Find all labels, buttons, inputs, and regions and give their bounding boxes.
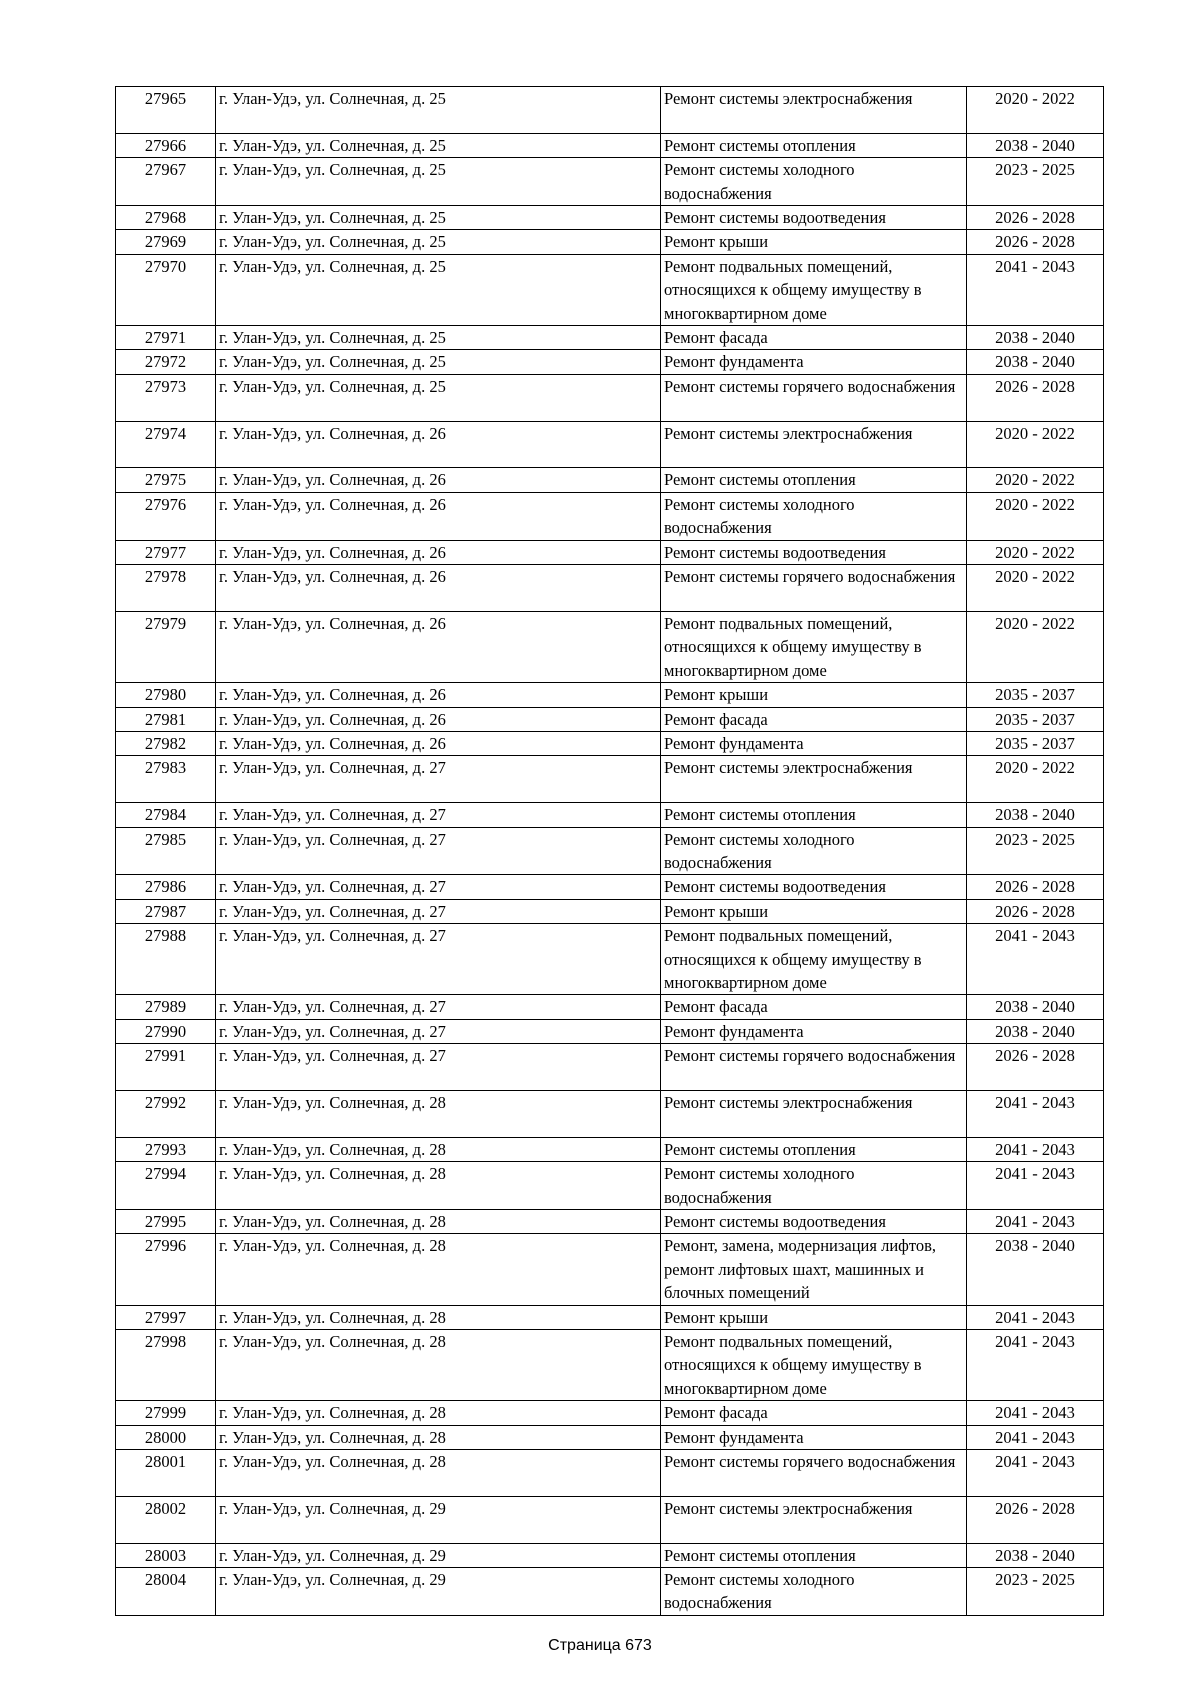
table-row [116,1496,1104,1543]
row-id-cell: 27985 [116,827,216,875]
table-row [116,803,1104,827]
work-type-cell: Ремонт системы отопления [661,1137,967,1161]
table-row [116,492,1104,540]
table-row [116,1234,1104,1305]
table-row [116,133,1104,157]
table-row [116,683,1104,707]
period-cell: 2038 - 2040 [967,133,1104,157]
work-type-cell: Ремонт системы отопления [661,468,967,492]
row-id-cell: 27986 [116,875,216,899]
row-id-cell: 27979 [116,611,216,682]
table-row [116,1450,1104,1497]
period-cell: 2026 - 2028 [967,899,1104,923]
work-type-cell: Ремонт подвальных помещений, относящихся к общему имуществу в многоквартирном доме [661,254,967,325]
period-cell: 2020 - 2022 [967,87,1104,134]
row-id-cell: 27988 [116,924,216,995]
row-id-cell: 27992 [116,1090,216,1137]
address-cell: г. Улан-Удэ, ул. Солнечная, д. 26 [216,468,661,492]
table-row [116,1401,1104,1425]
address-cell: г. Улан-Удэ, ул. Солнечная, д. 26 [216,731,661,755]
work-type-cell: Ремонт системы водоотведения [661,875,967,899]
work-type-cell: Ремонт системы холодного водоснабжения [661,827,967,875]
row-id-cell: 28000 [116,1425,216,1449]
table-row [116,1162,1104,1210]
table-row [116,1543,1104,1567]
work-type-cell: Ремонт подвальных помещений, относящихся к общему имуществу в многоквартирном доме [661,924,967,995]
work-type-cell: Ремонт фундамента [661,1425,967,1449]
table-row [116,707,1104,731]
address-cell: г. Улан-Удэ, ул. Солнечная, д. 26 [216,492,661,540]
work-type-cell: Ремонт крыши [661,899,967,923]
row-id-cell: 27989 [116,995,216,1019]
address-cell: г. Улан-Удэ, ул. Солнечная, д. 28 [216,1209,661,1233]
period-cell: 2038 - 2040 [967,995,1104,1019]
work-type-cell: Ремонт подвальных помещений, относящихся к общему имуществу в многоквартирном доме [661,1330,967,1401]
period-cell: 2041 - 2043 [967,1162,1104,1210]
work-type-cell: Ремонт системы горячего водоснабжения [661,1450,967,1497]
work-type-cell: Ремонт фасада [661,995,967,1019]
period-cell: 2038 - 2040 [967,1543,1104,1567]
row-id-cell: 27991 [116,1044,216,1091]
work-type-cell: Ремонт фасада [661,707,967,731]
address-cell: г. Улан-Удэ, ул. Солнечная, д. 28 [216,1137,661,1161]
address-cell: г. Улан-Удэ, ул. Солнечная, д. 28 [216,1401,661,1425]
period-cell: 2020 - 2022 [967,421,1104,468]
address-cell: г. Улан-Удэ, ул. Солнечная, д. 25 [216,133,661,157]
work-type-cell: Ремонт фасада [661,326,967,350]
address-cell: г. Улан-Удэ, ул. Солнечная, д. 25 [216,87,661,134]
row-id-cell: 27971 [116,326,216,350]
table-row [116,899,1104,923]
row-id-cell: 28002 [116,1496,216,1543]
table-row [116,326,1104,350]
period-cell: 2041 - 2043 [967,1425,1104,1449]
period-cell: 2026 - 2028 [967,206,1104,230]
address-cell: г. Улан-Удэ, ул. Солнечная, д. 27 [216,803,661,827]
period-cell: 2035 - 2037 [967,731,1104,755]
table-row [116,1137,1104,1161]
period-cell: 2020 - 2022 [967,468,1104,492]
work-type-cell: Ремонт системы холодного водоснабжения [661,492,967,540]
row-id-cell: 27990 [116,1019,216,1043]
table-row [116,756,1104,803]
address-cell: г. Улан-Удэ, ул. Солнечная, д. 28 [216,1305,661,1329]
row-id-cell: 27984 [116,803,216,827]
address-cell: г. Улан-Удэ, ул. Солнечная, д. 27 [216,827,661,875]
address-cell: г. Улан-Удэ, ул. Солнечная, д. 26 [216,421,661,468]
work-type-cell: Ремонт системы горячего водоснабжения [661,1044,967,1091]
table-row [116,1305,1104,1329]
table-row [116,1044,1104,1091]
row-id-cell: 27970 [116,254,216,325]
period-cell: 2035 - 2037 [967,683,1104,707]
address-cell: г. Улан-Удэ, ул. Солнечная, д. 29 [216,1543,661,1567]
address-cell: г. Улан-Удэ, ул. Солнечная, д. 27 [216,899,661,923]
address-cell: г. Улан-Удэ, ул. Солнечная, д. 26 [216,707,661,731]
table-row [116,230,1104,254]
address-cell: г. Улан-Удэ, ул. Солнечная, д. 26 [216,611,661,682]
period-cell: 2041 - 2043 [967,254,1104,325]
row-id-cell: 27967 [116,158,216,206]
row-id-cell: 28003 [116,1543,216,1567]
work-type-cell: Ремонт крыши [661,1305,967,1329]
address-cell: г. Улан-Удэ, ул. Солнечная, д. 28 [216,1090,661,1137]
work-type-cell: Ремонт фундамента [661,731,967,755]
address-cell: г. Улан-Удэ, ул. Солнечная, д. 25 [216,374,661,421]
address-cell: г. Улан-Удэ, ул. Солнечная, д. 27 [216,1019,661,1043]
address-cell: г. Улан-Удэ, ул. Солнечная, д. 28 [216,1234,661,1305]
page-number: Страница 673 [548,1637,652,1654]
address-cell: г. Улан-Удэ, ул. Солнечная, д. 25 [216,326,661,350]
work-type-cell: Ремонт системы отопления [661,1543,967,1567]
row-id-cell: 27998 [116,1330,216,1401]
address-cell: г. Улан-Удэ, ул. Солнечная, д. 25 [216,206,661,230]
row-id-cell: 27965 [116,87,216,134]
work-type-cell: Ремонт фасада [661,1401,967,1425]
address-cell: г. Улан-Удэ, ул. Солнечная, д. 28 [216,1450,661,1497]
table-row [116,1425,1104,1449]
table-row [116,206,1104,230]
period-cell: 2038 - 2040 [967,326,1104,350]
row-id-cell: 27987 [116,899,216,923]
period-cell: 2020 - 2022 [967,611,1104,682]
work-type-cell: Ремонт системы электроснабжения [661,1090,967,1137]
period-cell: 2026 - 2028 [967,230,1104,254]
address-cell: г. Улан-Удэ, ул. Солнечная, д. 25 [216,350,661,374]
period-cell: 2038 - 2040 [967,1234,1104,1305]
address-cell: г. Улан-Удэ, ул. Солнечная, д. 26 [216,683,661,707]
table-row [116,87,1104,134]
work-type-cell: Ремонт системы электроснабжения [661,1496,967,1543]
address-cell: г. Улан-Удэ, ул. Солнечная, д. 27 [216,1044,661,1091]
row-id-cell: 27976 [116,492,216,540]
row-id-cell: 27977 [116,540,216,564]
table-row [116,540,1104,564]
period-cell: 2038 - 2040 [967,1019,1104,1043]
table-row [116,254,1104,325]
work-type-cell: Ремонт системы холодного водоснабжения [661,158,967,206]
table-row [116,1330,1104,1401]
period-cell: 2041 - 2043 [967,1450,1104,1497]
address-cell: г. Улан-Удэ, ул. Солнечная, д. 25 [216,254,661,325]
period-cell: 2038 - 2040 [967,803,1104,827]
work-type-cell: Ремонт системы горячего водоснабжения [661,374,967,421]
table-row [116,374,1104,421]
work-type-cell: Ремонт системы горячего водоснабжения [661,565,967,612]
work-type-cell: Ремонт фундамента [661,1019,967,1043]
work-type-cell: Ремонт, замена, модернизация лифтов, ремонт лифтовых шахт, машинных и блочных помещений [661,1234,967,1305]
address-cell: г. Улан-Удэ, ул. Солнечная, д. 28 [216,1162,661,1210]
table-row [116,611,1104,682]
period-cell: 2026 - 2028 [967,1496,1104,1543]
work-type-cell: Ремонт системы водоотведения [661,206,967,230]
table-row [116,1090,1104,1137]
table-row [116,827,1104,875]
work-type-cell: Ремонт системы электроснабжения [661,421,967,468]
table-row [116,1019,1104,1043]
row-id-cell: 27999 [116,1401,216,1425]
period-cell: 2041 - 2043 [967,1305,1104,1329]
row-id-cell: 27980 [116,683,216,707]
table-row [116,468,1104,492]
work-type-cell: Ремонт системы электроснабжения [661,756,967,803]
work-type-cell: Ремонт системы водоотведения [661,540,967,564]
period-cell: 2041 - 2043 [967,1090,1104,1137]
address-cell: г. Улан-Удэ, ул. Солнечная, д. 25 [216,230,661,254]
works-table [115,86,1104,1616]
table-row [116,1209,1104,1233]
work-type-cell: Ремонт крыши [661,683,967,707]
row-id-cell: 27972 [116,350,216,374]
period-cell: 2041 - 2043 [967,1330,1104,1401]
work-type-cell: Ремонт подвальных помещений, относящихся к общему имуществу в многоквартирном доме [661,611,967,682]
work-type-cell: Ремонт системы водоотведения [661,1209,967,1233]
table-row [116,995,1104,1019]
row-id-cell: 27969 [116,230,216,254]
address-cell: г. Улан-Удэ, ул. Солнечная, д. 26 [216,565,661,612]
address-cell: г. Улан-Удэ, ул. Солнечная, д. 27 [216,756,661,803]
address-cell: г. Улан-Удэ, ул. Солнечная, д. 29 [216,1568,661,1616]
table-row [116,731,1104,755]
row-id-cell: 27994 [116,1162,216,1210]
period-cell: 2020 - 2022 [967,492,1104,540]
address-cell: г. Улан-Удэ, ул. Солнечная, д. 26 [216,540,661,564]
period-cell: 2020 - 2022 [967,565,1104,612]
row-id-cell: 27968 [116,206,216,230]
period-cell: 2026 - 2028 [967,1044,1104,1091]
row-id-cell: 27974 [116,421,216,468]
work-type-cell: Ремонт фундамента [661,350,967,374]
work-type-cell: Ремонт системы электроснабжения [661,87,967,134]
work-type-cell: Ремонт системы отопления [661,803,967,827]
row-id-cell: 27966 [116,133,216,157]
row-id-cell: 27983 [116,756,216,803]
table-row [116,875,1104,899]
work-type-cell: Ремонт системы холодного водоснабжения [661,1162,967,1210]
table-row [116,421,1104,468]
period-cell: 2041 - 2043 [967,1401,1104,1425]
period-cell: 2023 - 2025 [967,1568,1104,1616]
works-table-body [116,87,1104,1616]
period-cell: 2026 - 2028 [967,374,1104,421]
address-cell: г. Улан-Удэ, ул. Солнечная, д. 27 [216,875,661,899]
row-id-cell: 28004 [116,1568,216,1616]
period-cell: 2020 - 2022 [967,540,1104,564]
work-type-cell: Ремонт крыши [661,230,967,254]
address-cell: г. Улан-Удэ, ул. Солнечная, д. 28 [216,1330,661,1401]
row-id-cell: 27973 [116,374,216,421]
row-id-cell: 27981 [116,707,216,731]
period-cell: 2038 - 2040 [967,350,1104,374]
work-type-cell: Ремонт системы отопления [661,133,967,157]
row-id-cell: 27993 [116,1137,216,1161]
row-id-cell: 27978 [116,565,216,612]
row-id-cell: 28001 [116,1450,216,1497]
row-id-cell: 27997 [116,1305,216,1329]
period-cell: 2023 - 2025 [967,827,1104,875]
address-cell: г. Улан-Удэ, ул. Солнечная, д. 29 [216,1496,661,1543]
period-cell: 2035 - 2037 [967,707,1104,731]
address-cell: г. Улан-Удэ, ул. Солнечная, д. 27 [216,995,661,1019]
row-id-cell: 27995 [116,1209,216,1233]
address-cell: г. Улан-Удэ, ул. Солнечная, д. 27 [216,924,661,995]
row-id-cell: 27982 [116,731,216,755]
table-row [116,924,1104,995]
work-type-cell: Ремонт системы холодного водоснабжения [661,1568,967,1616]
row-id-cell: 27975 [116,468,216,492]
table-row [116,350,1104,374]
period-cell: 2026 - 2028 [967,875,1104,899]
period-cell: 2041 - 2043 [967,1137,1104,1161]
row-id-cell: 27996 [116,1234,216,1305]
period-cell: 2020 - 2022 [967,756,1104,803]
address-cell: г. Улан-Удэ, ул. Солнечная, д. 25 [216,158,661,206]
period-cell: 2023 - 2025 [967,158,1104,206]
period-cell: 2041 - 2043 [967,1209,1104,1233]
period-cell: 2041 - 2043 [967,924,1104,995]
table-row [116,565,1104,612]
table-row [116,1568,1104,1616]
table-row [116,158,1104,206]
address-cell: г. Улан-Удэ, ул. Солнечная, д. 28 [216,1425,661,1449]
